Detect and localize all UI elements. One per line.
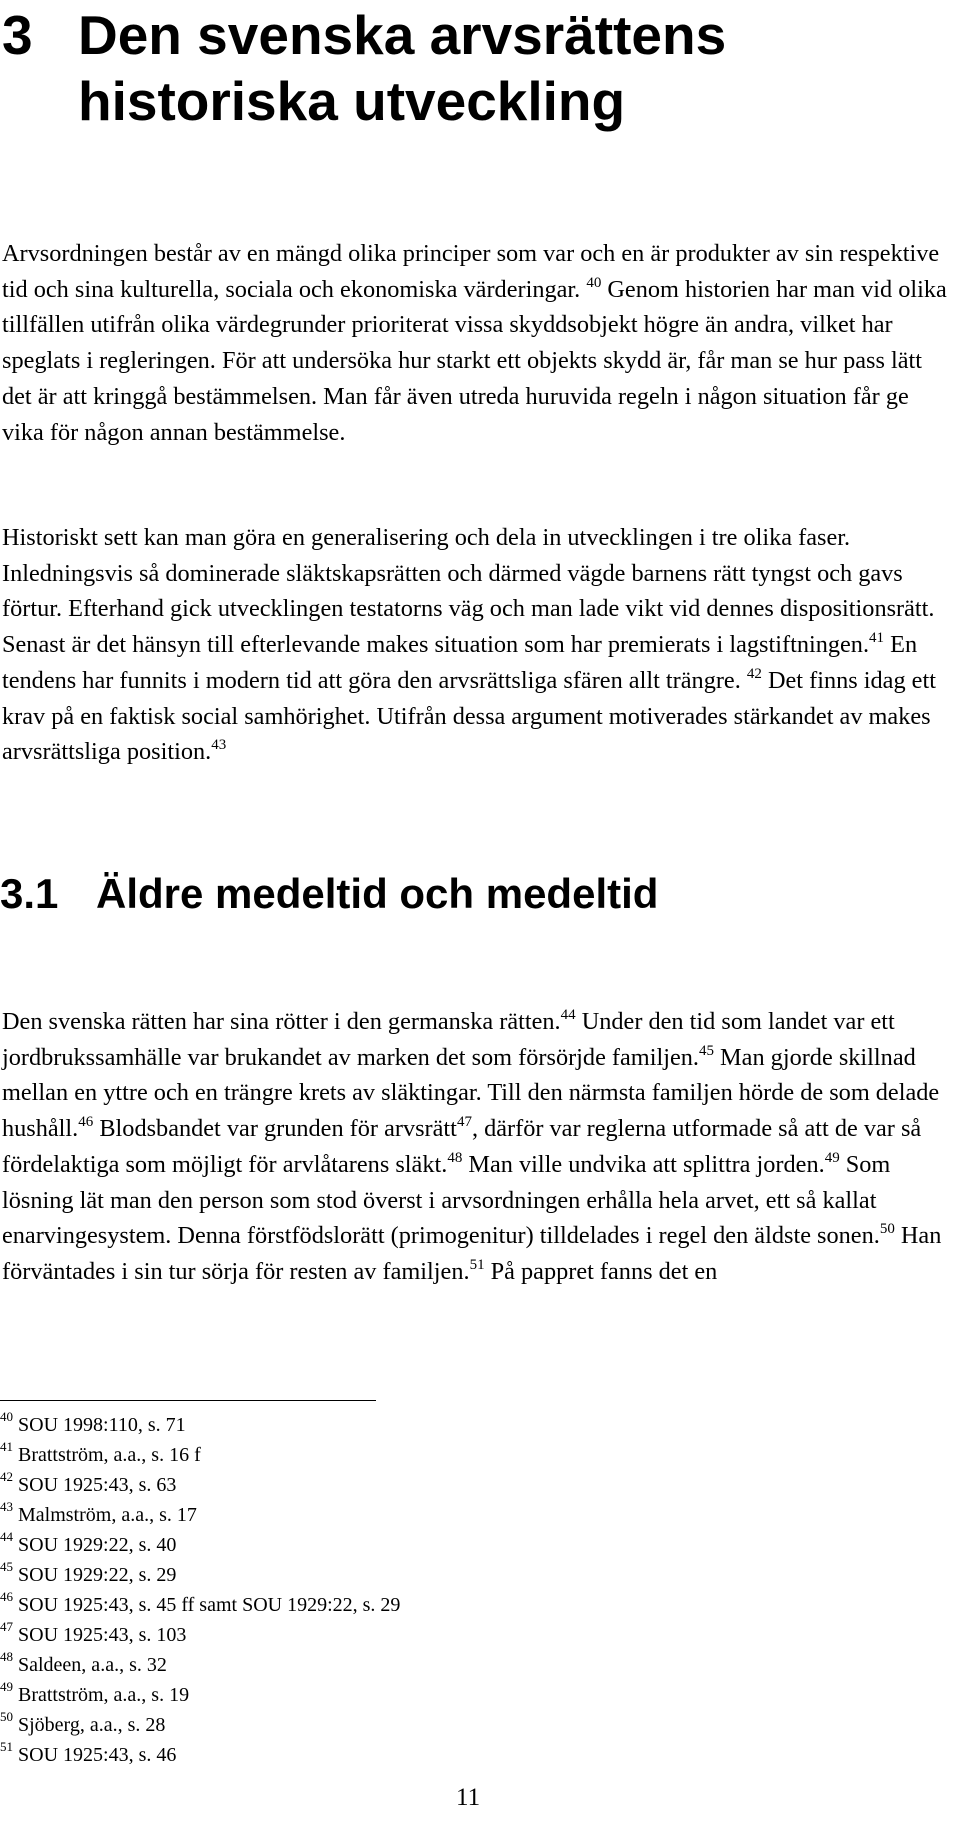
chapter-heading [2,2,952,134]
footnote-number: 40 [0,1409,13,1425]
footnote-item [0,1650,700,1680]
footnote-ref-48[interactable]: 48 [447,1149,463,1166]
paragraph-text: Den svenska rätten har sina rötter i den germanska rätten. [2,1008,561,1035]
paragraph-1 [2,236,952,450]
footnote-item [0,1470,700,1500]
footnote-number: 48 [0,1649,13,1665]
section-heading [0,868,950,920]
footnote-text: SOU 1929:22, s. 40 [13,1534,177,1556]
paragraph-2 [2,520,952,770]
footnote-number: 41 [0,1439,13,1455]
footnote-number: 46 [0,1589,13,1605]
section-title: Äldre medeltid och medeltid [96,870,659,917]
footnote-number: 44 [0,1529,13,1545]
footnote-list [0,1410,700,1770]
footnote-text: Malmström, a.a., s. 17 [13,1504,197,1526]
page-number: 11 [456,1784,481,1811]
footnote-ref-44[interactable]: 44 [560,1006,576,1023]
paragraph-text: Under den tid som landet var ett jordbrukssamhälle var brukandet av marken det som försörjde familjen. [2,1008,895,1071]
chapter-title-line-1: Den svenska arvsrättens [78,4,727,66]
chapter-title-line-2: historiska utveckling [78,70,626,132]
paragraph-text: Man ville undvika att splittra jorden. [462,1150,825,1178]
footnote-ref-45[interactable]: 45 [698,1042,714,1059]
footnote-ref-46[interactable]: 46 [78,1114,94,1131]
footnote-item [0,1560,700,1590]
footnote-ref-40[interactable]: 40 [586,274,602,291]
footnote-ref-42[interactable]: 42 [746,665,762,682]
footnote-text: SOU 1925:43, s. 46 [13,1744,177,1766]
paragraph-text: Arvsordningen består av en mängd olika principer som var och en är produkter av sin respektive tid och sina kulturella, sociala och ekonomiska värderingar. [2,240,940,303]
footnote-number: 51 [0,1739,13,1755]
footnote-text: Sjöberg, a.a., s. 28 [13,1714,166,1736]
paragraph-text: Genom historien har man vid olika tillfällen utifrån olika värdegrunder prioriterat vissa skyddsobjekt högre än andra, vilket har speglats i regleringen. För att undersöka hur starkt ett objekts skydd är, får man se hur pass lätt det är att kringgå bestämmelsen. Man får även utreda huruvida regeln i någon situation får ge vika för någon annan bestämmelse. [2,275,947,446]
footnote-text: Brattström, a.a., s. 16 f [13,1444,201,1466]
footnote-text: SOU 1925:43, s. 45 ff samt SOU 1929:22, s. 29 [13,1594,401,1616]
footnote-ref-50[interactable]: 50 [879,1221,895,1238]
footnote-text: SOU 1998:110, s. 71 [13,1414,186,1436]
footnote-ref-43[interactable]: 43 [211,737,227,754]
footnote-item [0,1710,700,1740]
footnote-item [0,1680,700,1710]
footnote-number: 50 [0,1709,13,1725]
paragraph-text: , därför var reglerna utformade så att de var så fördelaktiga som möjligt för arvlåtarens släkt. [2,1115,922,1178]
footnote-item [0,1530,700,1560]
footnote-text: SOU 1929:22, s. 29 [13,1564,177,1586]
paragraph-text: Han förväntades i sin tur sörja för resten av familjen. [2,1222,942,1285]
footnote-text: SOU 1925:43, s. 63 [13,1474,177,1496]
paragraph-3 [2,1004,952,1290]
footnote-item [0,1740,700,1770]
footnote-ref-51[interactable]: 51 [469,1256,485,1273]
footnote-text: SOU 1925:43, s. 103 [13,1624,187,1646]
paragraph-text: Historiskt sett kan man göra en generalisering och dela in utvecklingen i tre olika faser. Inledningsvis så dominerade släktskapsrätten och därmed vägde barnens rätt tyngst och gavs förtur. Efterhand gick utvecklingen testatorns väg och man lade vikt vid dennes dispositionsrätt. Senast är det hänsyn till efterlevande makes situation som har premierats i lagstiftningen. [2,524,935,659]
footnote-number: 42 [0,1469,13,1485]
footnote-number: 47 [0,1619,13,1635]
paragraph-text: Som lösning lät man den person som stod överst i arvsordningen erhålla hela arvet, ett så kallat enarvingesystem. Denna förstfödslorätt (primogenitur) tilldelades i regel den äldste sonen. [2,1150,891,1250]
footnote-separator [0,1400,376,1401]
footnote-number: 49 [0,1679,13,1695]
paragraph-text: En tendens har funnits i modern tid att göra den arvsrättsliga sfären allt trängre. [2,631,918,694]
paragraph-text: På pappret fanns det en [484,1257,718,1285]
paragraph-text: Man gjorde skillnad mellan en yttre och en trängre krets av släktingar. Till den närmsta familjen hörde de som delade hushåll. [2,1043,940,1143]
paragraph-text: Blodsbandet var grunden för arvsrätt [93,1115,457,1143]
footnote-item [0,1620,700,1650]
footnote-ref-47[interactable]: 47 [456,1114,472,1131]
paragraph-text: Det finns idag ett krav på en faktisk social samhörighet. Utifrån dessa argument motiverades stärkandet av makes arvsrättsliga position. [2,666,936,766]
footnote-ref-49[interactable]: 49 [824,1149,840,1166]
footnote-text: Saldeen, a.a., s. 32 [13,1654,167,1676]
footnote-number: 43 [0,1499,13,1515]
footnote-item [0,1410,700,1440]
footnote-ref-41[interactable]: 41 [869,630,885,647]
section-number: 3.1 [0,870,59,917]
footnote-item [0,1500,700,1530]
chapter-number: 3 [2,4,33,66]
footnote-number: 45 [0,1559,13,1575]
footnote-text: Brattström, a.a., s. 19 [13,1684,190,1706]
footnote-item [0,1440,700,1470]
footnote-item [0,1590,700,1620]
